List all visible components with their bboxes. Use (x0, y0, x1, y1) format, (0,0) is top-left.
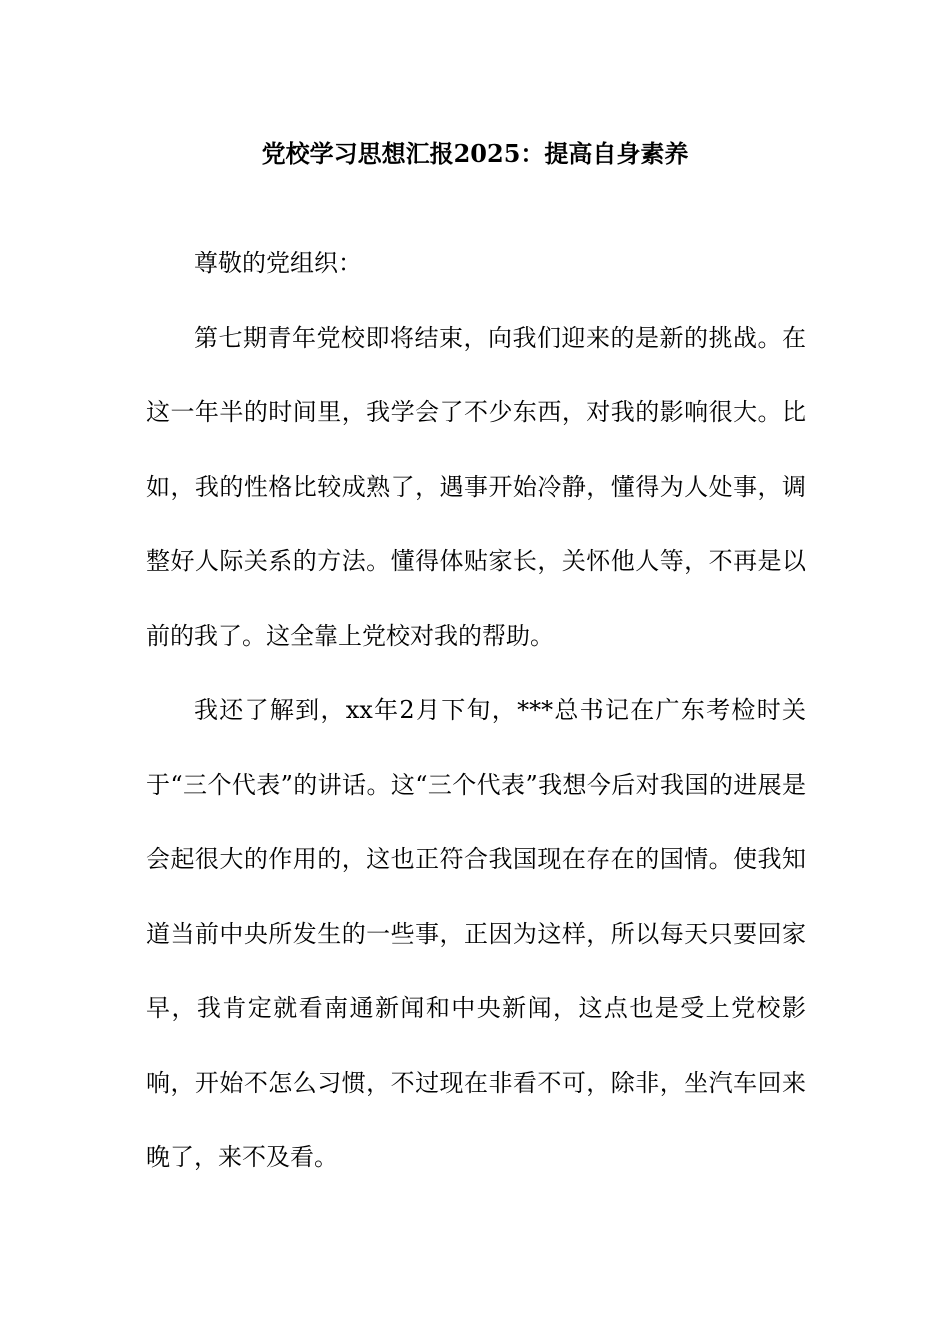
paragraph-2: 我还了解到，xx年2月下旬，***总书记在广东考检时关于“三个代表”的讲话。这“三个代表”我想今后对我国的进展是会起很大的作用的，这也正符合我国现在存在的国情。使我知道当前中央所发生的一些事，正因为这样，所以每天只要回家早，我肯定就看南通新闻和中央新闻，这点也是受上党校影响，开始不怎么习惯，不过现在非看不可，除非，坐汽车回来晚了，来不及看。 (146, 696, 806, 1171)
document-title: 党校学习思想汇报2025：提高自身素养 (261, 139, 689, 168)
salutation: 尊敬的党组织： (194, 249, 362, 277)
document-body (146, 226, 806, 1195)
paragraph-1: 第七期青年党校即将结束，向我们迎来的是新的挑战。在这一年半的时间里，我学会了不少东西，对我的影响很大。比如，我的性格比较成熟了，遇事开始冷静，懂得为人处事，调整好人际关系的方法。懂得体贴家长，关怀他人等，不再是以前的我了。这全靠上党校对我的帮助。 (146, 323, 806, 650)
